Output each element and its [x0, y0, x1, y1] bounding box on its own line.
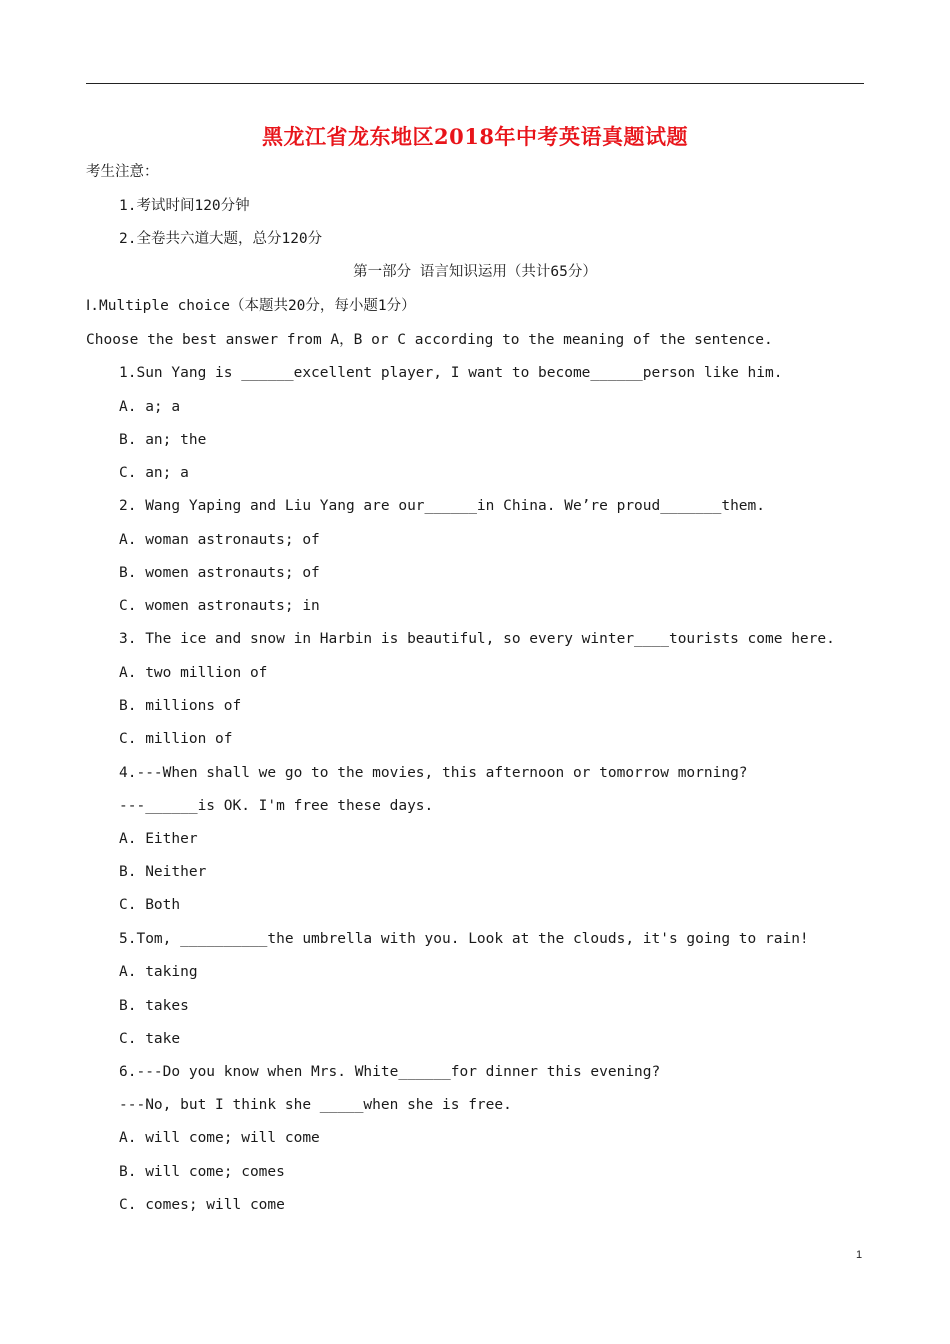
answer-option: B. takes	[119, 998, 189, 1014]
notice-heading: 考生注意：	[86, 164, 159, 180]
question-stem-reply: ---No, but I think she _____when she is free.	[119, 1097, 512, 1113]
answer-option: C. women astronauts; in	[119, 598, 320, 614]
question-stem: 3. The ice and snow in Harbin is beautiful, so every winter____tourists come here.	[119, 631, 835, 647]
answer-option: A. Either	[119, 831, 198, 847]
notice-item: 2.全卷共六道大题，总分120分	[119, 231, 323, 247]
answer-option: A. a; a	[119, 399, 181, 415]
notice-item: 1.考试时间120分钟	[119, 198, 250, 214]
question-stem-reply: ---______is OK. I'm free these days.	[119, 798, 434, 814]
header-rule	[86, 83, 864, 84]
question-stem: 5.Tom, __________the umbrella with you. Look at the clouds, it's going to rain!	[119, 931, 809, 947]
document-title: 黑龙江省龙东地区2018年中考英语真题试题	[262, 124, 688, 149]
answer-option: B. Neither	[119, 864, 207, 880]
answer-option: A. will come; will come	[119, 1130, 320, 1146]
question-stem: 4.---When shall we go to the movies, this afternoon or tomorrow morning?	[119, 765, 748, 781]
answer-option: B. will come; comes	[119, 1164, 285, 1180]
answer-option: C. million of	[119, 731, 233, 747]
answer-option: C. comes; will come	[119, 1197, 285, 1213]
answer-option: C. Both	[119, 897, 181, 913]
answer-option: C. an; a	[119, 465, 189, 481]
part-heading: 第一部分 语言知识运用（共计65分）	[353, 264, 597, 280]
answer-option: A. taking	[119, 964, 198, 980]
answer-option: B. an; the	[119, 432, 207, 448]
answer-option: A. woman astronauts; of	[119, 532, 320, 548]
page-number: 1	[856, 1249, 863, 1261]
section-heading: Ⅰ.Multiple choice（本题共20分，每小题1分）	[86, 298, 416, 314]
answer-option: B. women astronauts; of	[119, 565, 320, 581]
question-stem: 6.---Do you know when Mrs. White______for dinner this evening?	[119, 1064, 661, 1080]
question-stem: 1.Sun Yang is ______excellent player, I want to become______person like him.	[119, 365, 783, 381]
answer-option: C. take	[119, 1031, 181, 1047]
answer-option: A. two million of	[119, 665, 268, 681]
answer-option: B. millions of	[119, 698, 242, 714]
instruction: Choose the best answer from A，B or C according to the meaning of the sentence.	[86, 332, 773, 348]
question-stem: 2. Wang Yaping and Liu Yang are our______in China. We’re proud_______them.	[119, 498, 766, 514]
